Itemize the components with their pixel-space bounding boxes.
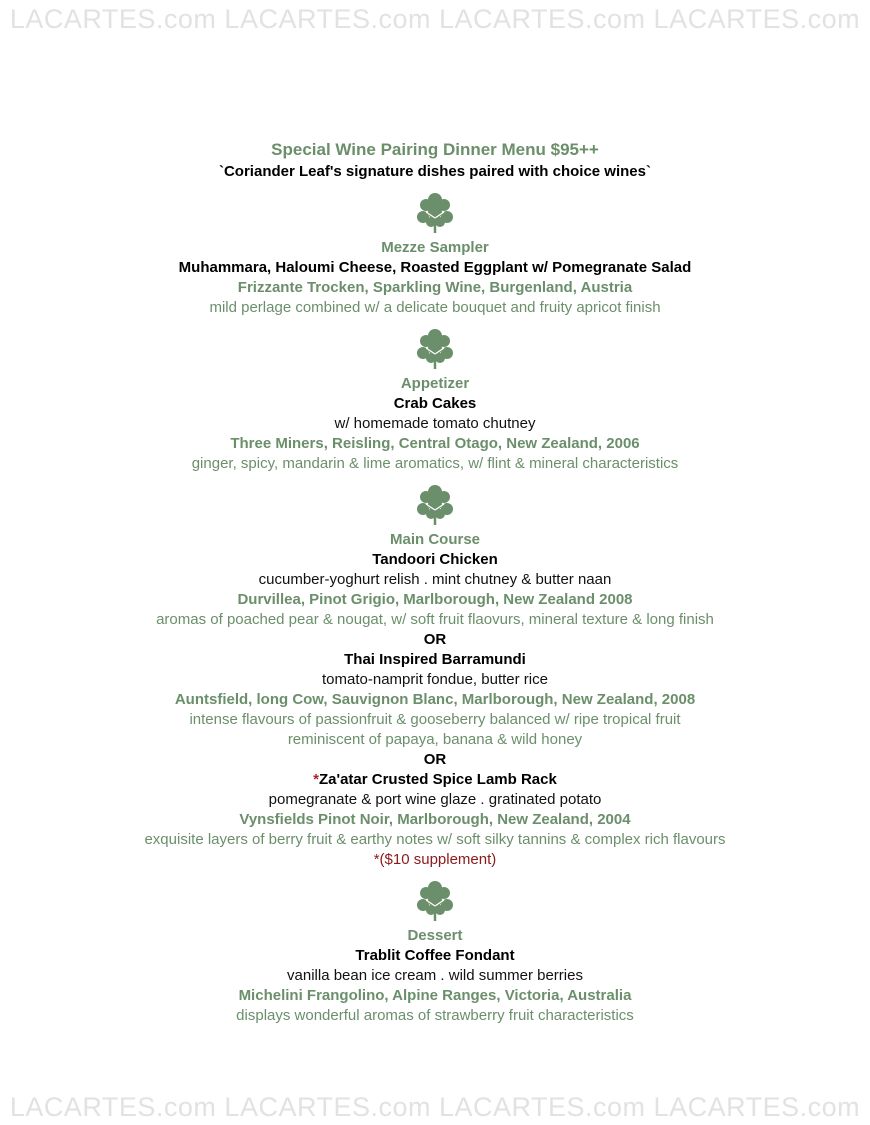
watermark-top: LACARTES.com LACARTES.com LACARTES.com LACARTES.com	[9, 4, 861, 34]
course-dessert-heading: Dessert	[407, 927, 463, 944]
dessert-dish: Trablit Coffee Fondant	[355, 947, 515, 964]
main-option3-dish: Za'atar Crusted Spice Lamb Rack	[319, 771, 557, 788]
dessert-wine-notes: displays wonderful aromas of strawberry fruit characteristics	[236, 1007, 634, 1024]
course-appetizer-heading: Appetizer	[400, 375, 470, 392]
supplement-note: *($10 supplement)	[373, 851, 497, 868]
main-option3-wine-notes: exquisite layers of berry fruit & earthy notes w/ soft silky tannins & complex rich flavours	[144, 831, 726, 848]
mezze-dish: Muhammara, Haloumi Cheese, Roasted Eggplant w/ Pomegranate Salad	[178, 259, 692, 276]
dessert-wine: Michelini Frangolino, Alpine Ranges, Victoria, Australia	[238, 987, 632, 1004]
main-option2-wine-notes-1: intense flavours of passionfruit & gooseberry balanced w/ ripe tropical fruit	[189, 711, 681, 728]
main-option3-dish-line	[0, 770, 870, 790]
coriander-leaf-icon	[412, 876, 458, 922]
menu-subtitle: `Coriander Leaf's signature dishes paired with choice wines`	[218, 163, 651, 180]
appetizer-dish: Crab Cakes	[393, 395, 477, 412]
appetizer-desc: w/ homemade tomato chutney	[334, 415, 536, 432]
watermark-bottom: LACARTES.com LACARTES.com LACARTES.com LACARTES.com	[9, 1092, 861, 1122]
or-separator: OR	[423, 751, 447, 768]
main-option3-desc: pomegranate & port wine glaze . gratinated potato	[268, 791, 602, 808]
mezze-wine-notes: mild perlage combined w/ a delicate bouquet and fruity apricot finish	[209, 299, 661, 316]
main-option1-wine-notes: aromas of poached pear & nougat, w/ soft fruit flaovurs, mineral texture & long finish	[156, 611, 714, 628]
coriander-leaf-icon	[412, 324, 458, 370]
dessert-desc: vanilla bean ice cream . wild summer berries	[287, 967, 583, 984]
main-option2-dish: Thai Inspired Barramundi	[344, 651, 526, 668]
main-option2-wine-notes-2: reminiscent of papaya, banana & wild honey	[287, 731, 583, 748]
menu-title: Special Wine Pairing Dinner Menu $95++	[271, 140, 599, 159]
coriander-leaf-icon	[412, 480, 458, 526]
menu	[0, 138, 870, 1026]
coriander-leaf-icon	[412, 188, 458, 234]
appetizer-wine-notes: ginger, spicy, mandarin & lime aromatics, w/ flint & mineral characteristics	[191, 455, 679, 472]
main-option3-wine: Vynsfields Pinot Noir, Marlborough, New Zealand, 2004	[239, 811, 631, 828]
supplement-asterisk: *	[313, 771, 319, 788]
main-option2-desc: tomato-namprit fondue, butter rice	[322, 671, 548, 688]
appetizer-wine: Three Miners, Reisling, Central Otago, New Zealand, 2006	[230, 435, 640, 452]
main-option1-dish: Tandoori Chicken	[372, 551, 498, 568]
main-option1-desc: cucumber-yoghurt relish . mint chutney & butter naan	[258, 571, 612, 588]
course-mezze-heading: Mezze Sampler	[381, 239, 489, 256]
course-main-heading: Main Course	[389, 531, 480, 548]
main-option1-wine: Durvillea, Pinot Grigio, Marlborough, New Zealand 2008	[237, 591, 633, 608]
main-option2-wine: Auntsfield, long Cow, Sauvignon Blanc, Marlborough, New Zealand, 2008	[174, 691, 696, 708]
mezze-wine: Frizzante Trocken, Sparkling Wine, Burgenland, Austria	[237, 279, 633, 296]
or-separator: OR	[423, 631, 447, 648]
